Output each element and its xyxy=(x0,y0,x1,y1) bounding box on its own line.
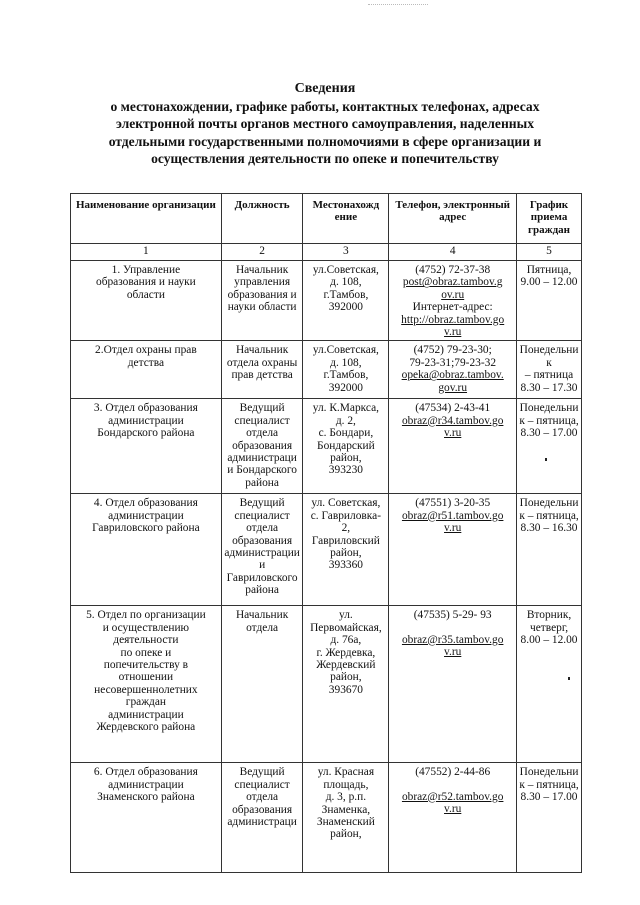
document-title: Сведения xyxy=(294,81,356,96)
column-number: 4 xyxy=(389,244,517,261)
document-title-block xyxy=(60,80,590,168)
phone-cell xyxy=(389,494,517,606)
org-cell xyxy=(71,606,222,763)
org-text: администрации xyxy=(108,708,184,721)
location-text: с. Гавриловка- xyxy=(310,509,381,522)
table-row xyxy=(71,494,582,606)
schedule-text: Понедельни xyxy=(519,402,579,415)
email-link[interactable]: post@obraz.tambov.g xyxy=(402,276,503,289)
header-position: Должность xyxy=(221,194,303,244)
schedule-text: 8.00 – 12.00 xyxy=(520,634,578,647)
schedule-text: к – пятница, xyxy=(519,414,579,427)
phone-text: (47551) 3-20-35 xyxy=(415,497,491,510)
org-text: попечительству в xyxy=(103,659,189,672)
location-text: район, xyxy=(330,547,362,560)
org-cell xyxy=(71,341,222,399)
scan-speck xyxy=(545,458,547,461)
org-text: 5. Отдел по организации xyxy=(86,609,206,622)
phone-cell xyxy=(389,261,517,341)
position-text: и Бондарского xyxy=(227,464,297,477)
subtitle-line: о местонахождении, графике работы, контактных телефонах, адресах xyxy=(110,98,540,114)
email-link[interactable]: v.ru xyxy=(444,522,462,535)
location-text: ул. Красная xyxy=(317,766,375,779)
location-text: площадь, xyxy=(323,778,369,791)
position-text: и xyxy=(259,559,266,572)
org-cell xyxy=(71,763,222,873)
position-text: Начальник xyxy=(235,609,289,622)
position-text: отдела xyxy=(246,791,279,804)
location-text: Гавриловский xyxy=(311,534,380,547)
position-text: Начальник xyxy=(235,344,289,357)
location-text: Жердевский xyxy=(316,659,376,672)
org-text: несовершеннолетних xyxy=(94,683,198,696)
table-header-row xyxy=(71,194,582,244)
schedule-text: к – пятница, xyxy=(519,778,579,791)
schedule-text: Пятница, xyxy=(526,264,572,276)
spacer xyxy=(391,779,514,791)
location-text: 393230 xyxy=(328,464,363,477)
position-text: администраци xyxy=(227,452,297,465)
position-cell xyxy=(221,341,303,399)
location-cell xyxy=(303,494,389,606)
table-row xyxy=(71,341,582,399)
phone-text: (47534) 2-43-41 xyxy=(415,402,491,415)
column-number: 2 xyxy=(221,244,303,261)
phone-cell xyxy=(389,399,517,494)
position-text: управления xyxy=(234,276,291,289)
position-text: специалист xyxy=(234,778,290,791)
position-text: отдела охраны xyxy=(226,356,298,369)
schedule-text: 8.30 – 16.30 xyxy=(520,522,578,535)
internet-label: Интернет-адрес: xyxy=(412,301,493,314)
table-row xyxy=(71,606,582,763)
position-text: прав детства xyxy=(231,369,293,382)
email-link[interactable]: obraz@r34.tambov.go xyxy=(401,414,504,427)
org-text: деятельности xyxy=(113,634,179,647)
location-text: г. Жердевка, xyxy=(316,646,376,659)
location-cell xyxy=(303,261,389,341)
org-text: 4. Отдел образования xyxy=(93,497,198,510)
email-link[interactable]: v.ru xyxy=(444,803,462,816)
schedule-text: 9.00 – 12.00 xyxy=(520,276,578,289)
position-text: района xyxy=(245,584,279,597)
position-text: отдела xyxy=(246,427,279,440)
location-text: г.Тамбов, xyxy=(323,288,369,301)
website-link[interactable]: http://obraz.tambov.go xyxy=(401,313,505,326)
org-text: 3. Отдел образования xyxy=(93,402,198,415)
schedule-cell xyxy=(517,261,582,341)
email-link[interactable]: opeka@obraz.tambov. xyxy=(401,369,504,382)
header-organization: Наименование организации xyxy=(71,194,222,244)
email-link[interactable]: v.ru xyxy=(444,427,462,440)
position-text: образования xyxy=(232,534,293,547)
position-text: района xyxy=(245,476,279,489)
schedule-text: – пятница xyxy=(524,369,574,382)
location-text: д. 76а, xyxy=(330,634,362,647)
location-cell xyxy=(303,763,389,873)
location-text: ул.Советская, xyxy=(312,264,379,276)
location-text: 392000 xyxy=(328,301,363,314)
table-row xyxy=(71,763,582,873)
location-text: д. 108, xyxy=(330,356,362,369)
schedule-text: Понедельни xyxy=(519,344,579,357)
header-schedule: График приема граждан xyxy=(517,194,582,244)
position-text: администраци xyxy=(227,816,297,829)
table-row xyxy=(71,261,582,341)
scan-speck xyxy=(568,677,570,680)
org-text: и осуществлению xyxy=(102,621,190,634)
location-text: 393670 xyxy=(328,683,363,696)
org-cell xyxy=(71,494,222,606)
schedule-cell xyxy=(517,341,582,399)
position-cell xyxy=(221,261,303,341)
table-number-row xyxy=(71,244,582,261)
position-text: Гавриловского xyxy=(226,571,298,584)
position-text: образования и xyxy=(227,288,297,301)
location-text: с. Бондари, xyxy=(318,427,374,440)
column-number: 1 xyxy=(71,244,222,261)
location-text: ул.Советская, xyxy=(312,344,379,357)
phone-text: 79-23-31;79-23-32 xyxy=(409,356,497,369)
location-text: д. 2, xyxy=(335,414,356,427)
org-text: администрации xyxy=(108,778,184,791)
schedule-text: к xyxy=(546,356,552,369)
email-link[interactable]: v.ru xyxy=(444,646,462,659)
subtitle-line: отдельными государственными полномочиями в сфере организации и xyxy=(108,133,542,149)
schedule-text: Вторник, xyxy=(526,609,572,622)
position-cell xyxy=(221,399,303,494)
position-text: науки области xyxy=(227,301,297,314)
schedule-text: 8.30 – 17.30 xyxy=(520,381,578,394)
location-text: г.Тамбов, xyxy=(323,369,369,382)
org-cell xyxy=(71,399,222,494)
phone-cell xyxy=(389,341,517,399)
location-text: 392000 xyxy=(328,381,363,394)
header-phone-email: Телефон, электронный адрес xyxy=(389,194,517,244)
schedule-text: Понедельни xyxy=(519,766,579,779)
phone-cell xyxy=(389,606,517,763)
location-text: район, xyxy=(330,828,362,841)
scan-artifact xyxy=(368,4,428,7)
position-text: Начальник xyxy=(235,264,289,276)
schedule-cell xyxy=(517,494,582,606)
org-text: Гавриловского района xyxy=(92,522,200,535)
location-text: ул. К.Маркса, xyxy=(312,402,379,415)
org-text: администрации xyxy=(108,509,184,522)
schedule-text: 8.30 – 17.00 xyxy=(520,791,578,804)
location-text: ул. Советская, xyxy=(311,497,381,510)
position-text: отдела xyxy=(246,522,279,535)
org-text: образования и науки xyxy=(96,276,196,289)
org-text: граждан xyxy=(125,696,167,709)
position-text: администрации xyxy=(224,547,300,560)
location-text: район, xyxy=(330,671,362,684)
location-text: Знаменка, xyxy=(321,803,371,816)
phone-cell xyxy=(389,763,517,873)
position-text: образования xyxy=(232,803,293,816)
phone-text: (47535) 5-29- 93 xyxy=(413,609,492,622)
spacer xyxy=(391,622,514,634)
location-cell xyxy=(303,606,389,763)
location-text: 393360 xyxy=(328,559,363,572)
org-text: 6. Отдел образования xyxy=(93,766,198,779)
position-text: специалист xyxy=(234,414,290,427)
position-cell xyxy=(221,763,303,873)
location-text: 2, xyxy=(341,522,351,535)
location-text: Бондарский xyxy=(317,439,375,452)
location-text: д. 3, р.п. xyxy=(325,791,367,804)
position-text: образования xyxy=(232,439,293,452)
subtitle-line: осуществления деятельности по опеке и попечительству xyxy=(151,151,499,166)
location-cell xyxy=(303,399,389,494)
org-text: 1. Управление xyxy=(111,264,181,276)
position-text: Ведущий xyxy=(239,766,285,779)
org-cell xyxy=(71,261,222,341)
schedule-text: четверг, xyxy=(530,621,569,634)
column-number: 5 xyxy=(517,244,582,261)
header-location: Местонахожд ение xyxy=(303,194,389,244)
org-text: области xyxy=(126,288,165,301)
location-text: ул. xyxy=(339,609,353,622)
org-text: Бондарского района xyxy=(97,427,195,440)
position-text: Ведущий xyxy=(239,402,285,415)
location-text: д. 108, xyxy=(330,276,362,289)
position-text: специалист xyxy=(234,509,290,522)
email-link[interactable]: obraz@r35.tambov.go xyxy=(401,633,504,646)
org-text: Знаменского района xyxy=(97,791,195,804)
schedule-text: 8.30 – 17.00 xyxy=(520,427,578,440)
schedule-cell xyxy=(517,606,582,763)
location-text: Знаменский xyxy=(316,816,375,829)
position-text: Ведущий xyxy=(239,497,285,510)
table-row xyxy=(71,399,582,494)
location-text: Первомайская, xyxy=(310,621,382,634)
position-cell xyxy=(221,606,303,763)
email-link[interactable]: obraz@r52.tambov.go xyxy=(401,790,504,803)
phone-text: (4752) 79-23-30; xyxy=(413,344,492,357)
org-text: детства xyxy=(127,356,165,369)
subtitle-line: электронной почты органов местного самоуправления, наделенных xyxy=(115,116,535,131)
website-link[interactable]: v.ru xyxy=(444,326,462,339)
schedule-cell xyxy=(517,399,582,494)
org-text: по опеке и xyxy=(120,646,172,659)
position-cell xyxy=(221,494,303,606)
schedule-cell xyxy=(517,763,582,873)
org-text: 2.Отдел охраны прав xyxy=(95,344,197,357)
location-cell xyxy=(303,341,389,399)
org-text: Жердевского района xyxy=(96,721,196,734)
org-text: администрации xyxy=(108,414,184,427)
phone-text: (47552) 2-44-86 xyxy=(415,766,491,779)
location-text: район, xyxy=(330,452,362,465)
position-text: отдела xyxy=(246,621,279,634)
phone-text: (4752) 72-37-38 xyxy=(415,264,491,276)
schedule-text: Понедельни xyxy=(519,497,579,510)
email-link[interactable]: gov.ru xyxy=(438,381,468,394)
org-text: отношении xyxy=(118,671,174,684)
column-number: 3 xyxy=(303,244,389,261)
schedule-text: к – пятница, xyxy=(519,509,579,522)
email-link[interactable]: ov.ru xyxy=(441,288,465,301)
contacts-table xyxy=(70,193,582,873)
email-link[interactable]: obraz@r51.tambov.go xyxy=(401,509,504,522)
